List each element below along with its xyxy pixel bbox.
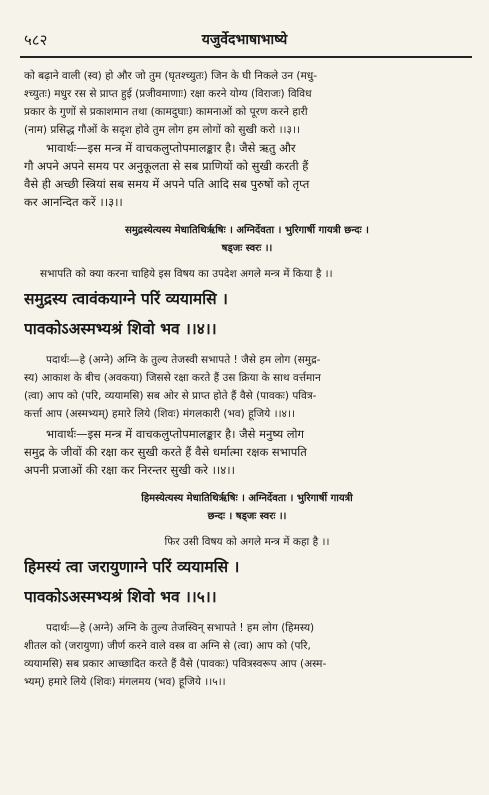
body-line: भ्यम्) हमारे लिये (शिवः) मंगलमय (भव) हूजिये ।।५।। bbox=[24, 676, 226, 688]
body-line: (त्वा) आप को (परि, व्ययामसि) सब ओर से प्राप्त होते हैं वैसे (पावकः) पवित्र- bbox=[24, 390, 317, 402]
topic-line: सभापति को क्या करना चाहिये इस विषय का उपदेश अगले मन्त्र में किया है ।। bbox=[40, 268, 333, 280]
body-line: शीतल को (जरायुणा) जीर्ण करने वाले वस्त्र वा अग्नि से (त्वा) आप को (परि, bbox=[24, 640, 311, 652]
body-line: (नाम) प्रसिद्ध गौओं के सदृश होवे तुम लोग हम लोगों को सुखी करो ।।३।। bbox=[24, 124, 300, 136]
body-line: वैसे ही अच्छी स्त्रियां सब समय में अपने पति आदि सब पुरुषों को तृप्त bbox=[24, 177, 310, 191]
header-rule bbox=[20, 56, 472, 58]
bhavartha-line: भावार्थः—इस मन्त्र में वाचकलुप्तोपमालङ्कार है। जैसे मनुष्य लोग bbox=[46, 427, 305, 441]
mantra-line: समुद्रस्य त्वावंकयाग्ने परिं व्ययामसि । bbox=[24, 290, 228, 308]
topic-line: फिर उसी विषय को अगले मन्त्र में कहा है ।। bbox=[164, 536, 330, 548]
body-line: को बढ़ाने वाली (स्व) हो और जो तुम (घृतश्च्युतः) जिन के घी निकले उन (मधु- bbox=[24, 70, 318, 82]
body-line: समुद्र के जीवों की रक्षा कर सुखी करते हैं वैसे धर्मात्मा रक्षक सभापति bbox=[24, 445, 307, 459]
bhavartha-line: भावार्थः—इस मन्त्र में वाचकलुप्तोपमालङ्कार है। जैसे ऋतु और bbox=[46, 141, 296, 155]
padartha-line: पदार्थः—हे (अग्ने) अग्नि के तुल्य तेजस्वी सभापते ! जैसे हम लोग (समुद्र- bbox=[46, 354, 321, 366]
page-title: यजुर्वेदभाषाभाष्ये bbox=[201, 32, 288, 48]
rishi-devata-line: समुद्रस्येत्यस्य मेधातिथिर्ऋषिः । अग्निर्देवता । भुरिगार्षी गायत्री छन्दः । bbox=[125, 225, 369, 236]
body-line: श्च्युतः) मधुर रस से प्राप्त हुई (प्रजीवमाणाः) रक्षा करने योग्य (विराजः) विविध bbox=[24, 88, 312, 100]
body-line: व्ययामसि) सब प्रकार आच्छादित करते हैं वैसे (पावकः) पवित्रस्वरूप आप (अस्म- bbox=[24, 658, 327, 670]
body-line: अपनी प्रजाओं की रक्षा कर निरन्तर सुखी करे ।।४।। bbox=[24, 463, 235, 477]
page-number: ५८२ bbox=[24, 31, 48, 49]
padartha-line: पदार्थः—हे (अग्ने) अग्नि के तुल्य तेजस्विन् सभापते ! हम लोग (हिमस्य) bbox=[46, 622, 315, 634]
body-line: कर आनन्दित करें ।।३।। bbox=[24, 195, 123, 209]
mantra-line: पावकोऽअस्मभ्यश्रं शिवो भव ।।४।। bbox=[24, 320, 217, 338]
body-line: स्य) आकाश के बीच (अवकया) जिससे रक्षा करते हैं उस क्रिया के साथ वर्त्तमान bbox=[24, 372, 321, 384]
mantra-line: पावकोऽअस्मभ्यश्रं शिवो भव ।।५।। bbox=[24, 588, 217, 606]
body-line: कर्त्ता आप (अस्मभ्यम्) हमारे लिये (शिवः) मंगलकारी (भव) हूजिये ।।४।। bbox=[24, 408, 295, 420]
body-line: गौ अपने अपने समय पर अनुकूलता से सब प्राणियों को सुखी करती हैं bbox=[24, 159, 309, 173]
mantra-line: हिमस्यं त्वा जरायुणाग्ने परिं व्ययामसि । bbox=[24, 558, 240, 576]
svara-line: छन्दः । षड्जः स्वरः ।। bbox=[207, 511, 287, 522]
svara-line: षड्जः स्वरः ।। bbox=[221, 243, 273, 254]
body-line: प्रकार के गुणों से प्रकाशमान तथा (कामदुघाः) कामनाओं को पूरण करने हारी bbox=[24, 106, 308, 118]
rishi-devata-line: हिमस्येत्यस्य मेधातिथिर्ऋषिः । अग्निर्देवता । भुरिगार्षी गायत्री bbox=[141, 493, 353, 504]
